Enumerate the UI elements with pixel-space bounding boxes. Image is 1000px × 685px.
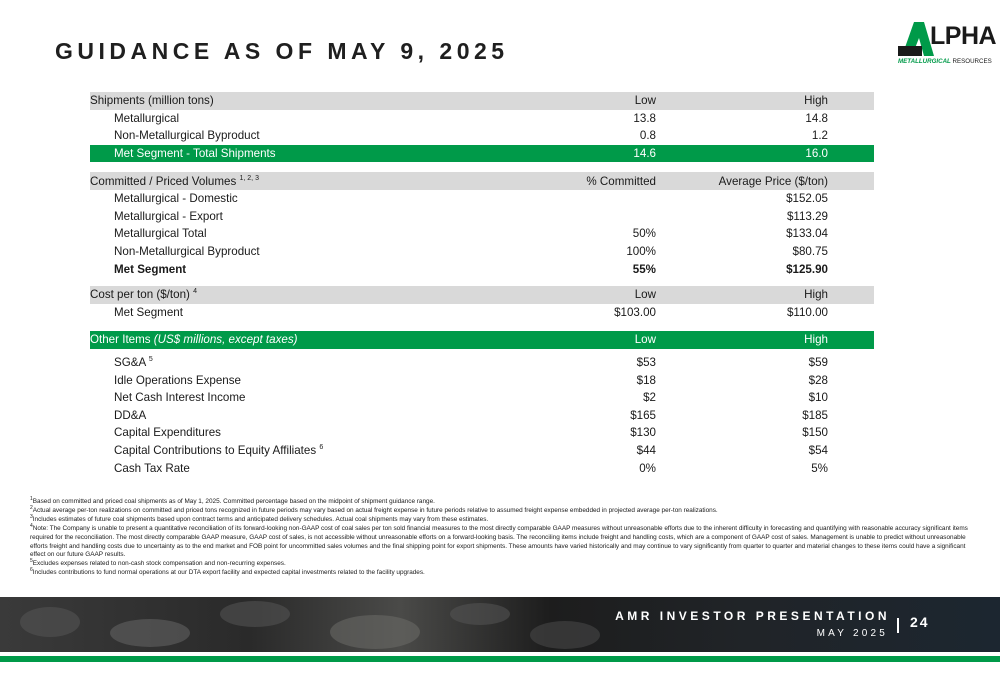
row-low: $165 xyxy=(630,408,656,422)
total-price: $125.90 xyxy=(786,262,828,276)
table-row xyxy=(90,459,874,477)
page-title: GUIDANCE AS OF MAY 9, 2025 xyxy=(55,38,509,64)
row-high: $54 xyxy=(808,443,828,457)
footnote: $^4$Note: The Company is unable to present a quantitative reconciliation of its forward-looking non-GAAP cost of coal sales per ton sold financial measures to the most directly comparable GAAP measures without unreasonable efforts due to the inherent difficulty in forecasting and quantifying with reasonable accuracy significant items required for the reconciliation. The most directly comparable GAAP measure, GAAP cost of sales, is not accessible without unreasonable efforts on a forward-looking basis. The reconciling items include freight and handling costs, which are a component of GAAP cost of sales. Management is unable to predict without unreasonable efforts freight and handling costs due to uncertainty as to the end market and FOB point for uncommitted sales volumes and the final shipping point for export shipments. These amounts have varied historically and may continue to vary significantly from quarter to quarter and material changes to these items could have a significant effect on our future GAAP results. xyxy=(30,522,968,559)
alpha-logo-mark-icon xyxy=(898,22,934,56)
coal-texture xyxy=(20,607,80,637)
row-low: $130 xyxy=(630,426,656,440)
table-row xyxy=(90,442,874,460)
total-label: Met Segment xyxy=(114,262,187,276)
footnote: $^2$Actual average per-ton realizations on committed and priced tons recognized in future periods may vary based on actual freight expense in future periods relative to assumed freight expense embedded in projected average per-ton realizations. xyxy=(30,504,718,514)
row-low: $53 xyxy=(636,356,656,370)
page-number: 24 xyxy=(910,614,930,630)
total-label: Met Segment - Total Shipments xyxy=(90,145,546,163)
footnote: $^5$Excludes expenses related to non-cash stock compensation and non-recurring expenses. xyxy=(30,558,286,568)
cost-header-label: Cost per ton ($/ton) $^4$ xyxy=(90,286,546,304)
row-high: $185 xyxy=(802,408,828,422)
committed-header-price: Average Price ($/ton) xyxy=(656,172,828,190)
coal-texture xyxy=(220,601,290,627)
row-low: 0% xyxy=(639,461,656,475)
committed-total-row xyxy=(90,260,874,278)
other-header-row xyxy=(90,331,874,349)
committed-header-pct: % Committed xyxy=(546,172,656,190)
other-header-low: Low xyxy=(546,331,656,349)
row-low: $44 xyxy=(636,443,656,457)
row-high: 5% xyxy=(811,461,828,475)
presentation-title: AMR INVESTOR PRESENTATION xyxy=(615,609,890,623)
table-row xyxy=(90,225,874,243)
row-high: $28 xyxy=(808,373,828,387)
row-label: Non-Metallurgical Byproduct xyxy=(114,245,260,259)
row-label: Met Segment xyxy=(114,305,183,319)
committed-header-label: Committed / Priced Volumes $^{1, 2, 3}$ xyxy=(90,172,546,190)
row-label: Capital Expenditures xyxy=(114,426,221,440)
row-label: Metallurgical - Export xyxy=(114,209,223,223)
row-label: Metallurgical xyxy=(114,111,180,125)
table-row xyxy=(90,243,874,261)
coal-texture xyxy=(110,619,190,647)
coal-texture xyxy=(530,621,600,649)
row-high: 1.2 xyxy=(811,129,828,143)
row-label: Capital Contributions to Equity Affiliates $^6$ xyxy=(114,443,324,457)
cost-header-high: High xyxy=(656,286,828,304)
row-price: $113.29 xyxy=(786,209,828,223)
footnotes xyxy=(30,495,970,578)
row-high: $59 xyxy=(808,356,828,370)
row-low: $18 xyxy=(636,373,656,387)
coal-texture xyxy=(330,615,420,649)
table-row xyxy=(90,304,874,322)
table-row xyxy=(90,407,874,425)
table-row xyxy=(90,424,874,442)
alpha-logo xyxy=(896,22,996,68)
cost-header-low: Low xyxy=(546,286,656,304)
row-high: 14.8 xyxy=(805,111,828,125)
alpha-logo-tagline: METALLURGICAL RESOURCES xyxy=(898,58,992,65)
row-price: $133.04 xyxy=(786,227,828,241)
coal-texture xyxy=(450,603,510,625)
accent-stripe xyxy=(0,656,1000,662)
table-row xyxy=(90,389,874,407)
footer-divider xyxy=(897,618,899,633)
row-label: SG&A $^5$ xyxy=(114,356,153,370)
table-row xyxy=(90,354,874,372)
table-row xyxy=(90,208,874,226)
table-row xyxy=(90,127,874,145)
presentation-date: MAY 2025 xyxy=(816,628,888,639)
row-label: Non-Metallurgical Byproduct xyxy=(114,129,260,143)
alpha-logo-word: LPHA xyxy=(930,22,997,50)
footnote: $^6$Includes contributions to fund normal operations at our DTA export facility and expected capital investments related to the facility upgrades. xyxy=(30,567,425,577)
shipments-header-high: High xyxy=(656,92,828,110)
shipments-header-low: Low xyxy=(546,92,656,110)
row-low: $103.00 xyxy=(614,305,656,319)
row-label: Metallurgical Total xyxy=(114,227,207,241)
row-low: 13.8 xyxy=(633,111,656,125)
row-label: Net Cash Interest Income xyxy=(114,391,246,405)
row-pct xyxy=(546,190,656,208)
row-label: DD&A xyxy=(114,408,147,422)
footer-banner xyxy=(0,597,1000,652)
guidance-table xyxy=(90,92,874,477)
committed-header-row xyxy=(90,172,874,190)
row-pct: 100% xyxy=(626,245,656,259)
cost-header-row xyxy=(90,286,874,304)
row-price: $80.75 xyxy=(792,245,828,259)
footnote: $^1$Based on committed and priced coal shipments as of May 1, 2025. Committed percentage based on the midpoint of shipment guidance range. xyxy=(30,495,435,505)
row-label: Metallurgical - Domestic xyxy=(114,192,238,206)
other-header-high: High xyxy=(656,331,828,349)
footnote: $^3$Includes estimates of future coal shipments based upon contract terms and anticipated delivery schedules. Actual coal shipments may vary from these estimates. xyxy=(30,513,489,523)
row-label: Idle Operations Expense xyxy=(114,373,241,387)
shipments-header-row xyxy=(90,92,874,110)
row-high: $110.00 xyxy=(786,305,828,319)
row-low: 0.8 xyxy=(639,129,656,143)
row-high: $10 xyxy=(808,391,828,405)
row-pct xyxy=(546,208,656,226)
total-pct: 55% xyxy=(632,262,656,276)
row-low: $2 xyxy=(643,391,656,405)
table-row xyxy=(90,371,874,389)
row-high: $150 xyxy=(802,426,828,440)
row-price: $152.05 xyxy=(786,192,828,206)
other-header-label: Other Items (US$ millions, except taxes) xyxy=(90,331,546,349)
table-row xyxy=(90,190,874,208)
shipments-header-label: Shipments (million tons) xyxy=(90,92,546,110)
shipments-total-row xyxy=(90,145,874,163)
row-label: Cash Tax Rate xyxy=(114,461,190,475)
table-row xyxy=(90,110,874,128)
total-low: 14.6 xyxy=(546,145,656,163)
row-pct: 50% xyxy=(632,227,656,241)
total-high: 16.0 xyxy=(656,145,828,163)
